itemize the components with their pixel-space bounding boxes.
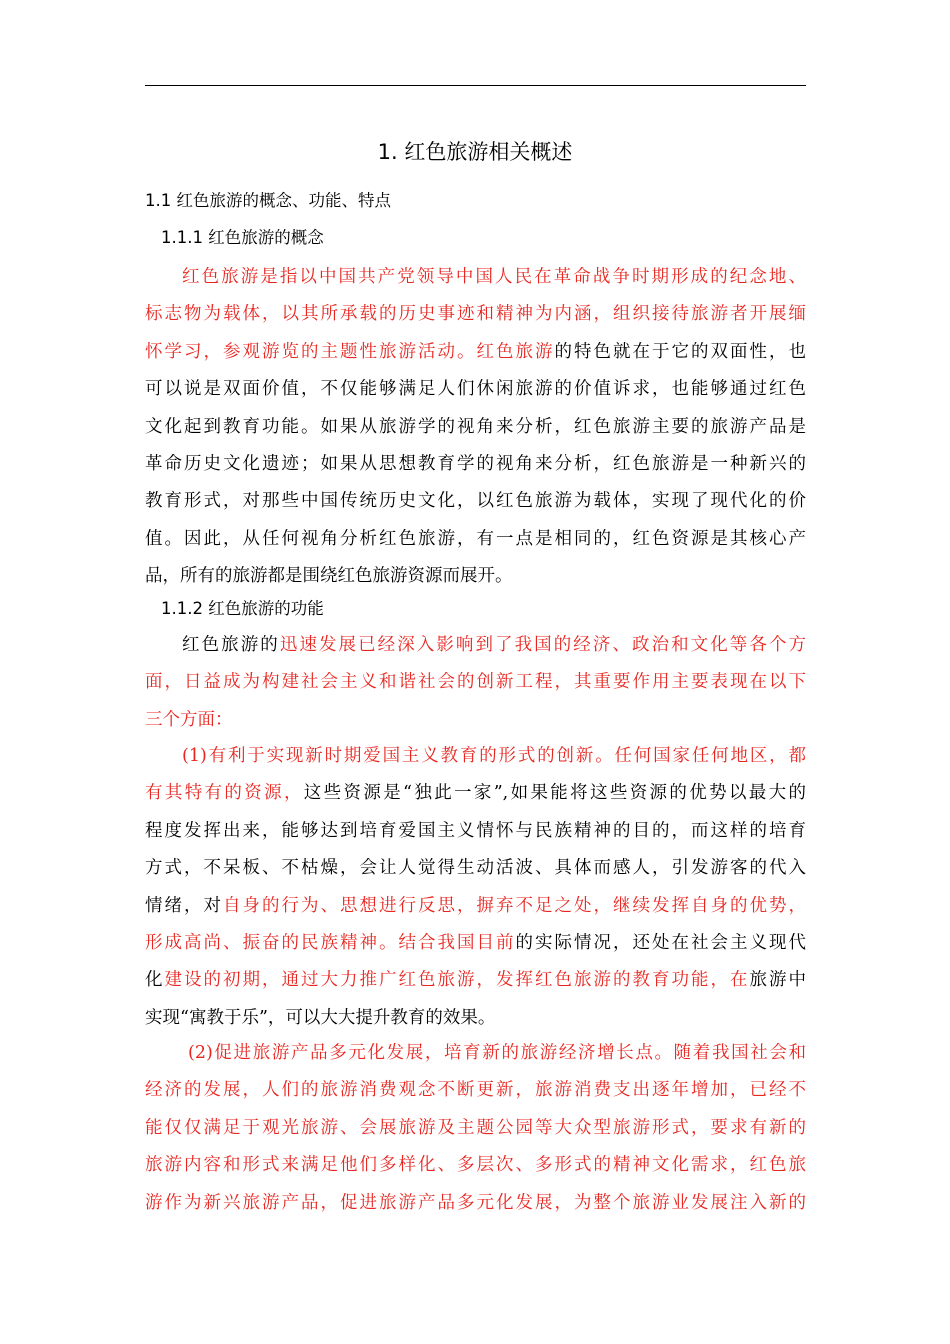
paragraph-function-1 [145, 738, 806, 1037]
section-heading-1-1: 1.1 红色旅游的概念、功能、特点 [145, 191, 391, 210]
paragraph-line: 可以说是双面价值，不仅能够满足人们休闲旅游的价值诉求，也能够通过红色 [145, 379, 806, 400]
paragraph-line: 红色旅游是指以中国共产党领导中国人民在革命战争时期形成的纪念地、 [182, 267, 806, 287]
paragraph-line: 情绪，对自身的行为、思想进行反思，摒弃不足之处，继续发挥自身的优势， [145, 895, 806, 916]
paragraph-line: 方式，不呆板、不枯燥，会让人觉得生动活波、具体而感人，引发游客的代入 [145, 858, 806, 879]
paragraph-function-2 [145, 1035, 806, 1222]
paragraph-line: 经济的发展，人们的旅游消费观念不断更新，旅游消费支出逐年增加，已经不 [145, 1080, 806, 1101]
paragraph-line: 品，所有的旅游都是围绕红色旅游资源而展开。 [145, 566, 513, 587]
paragraph-line: (2)促进旅游产品多元化发展，培育新的旅游经济增长点。随着我国社会和 [188, 1043, 806, 1063]
section-heading-1-1-2: 1.1.2 红色旅游的功能 [161, 599, 324, 618]
paragraph-line: 化建设的初期，通过大力推广红色旅游，发挥红色旅游的教育功能，在旅游中 [145, 970, 806, 991]
paragraph-line: 形成高尚、振奋的民族精神。结合我国目前的实际情况，还处在社会主义现代 [145, 932, 806, 953]
paragraph-line: 实现“寓教于乐”，可以大大提升教育的效果。 [145, 1007, 496, 1028]
header-rule [145, 85, 806, 86]
section-heading-1-1-1: 1.1.1 红色旅游的概念 [161, 228, 324, 247]
paragraph-line: 程度发挥出来，能够达到培育爱国主义情怀与民族精神的目的，而这样的培育 [145, 820, 806, 841]
paragraph-line: 怀学习，参观游览的主题性旅游活动。红色旅游的特色就在于它的双面性，也 [145, 341, 806, 362]
paragraph-line: 革命历史文化遗迹；如果从思想教育学的视角来分析，红色旅游是一种新兴的 [145, 453, 806, 474]
paragraph-line: 红色旅游的迅速发展已经深入影响到了我国的经济、政治和文化等各个方 [182, 635, 807, 655]
paragraph-line: 能仅仅满足于观光旅游、会展旅游及主题公园等大众型旅游形式，要求有新的 [145, 1117, 806, 1138]
paragraph-line: 面，日益成为构建社会主义和谐社会的创新工程，其重要作用主要表现在以下 [145, 672, 806, 693]
paragraph-line: 文化起到教育功能。如果从旅游学的视角来分析，红色旅游主要的旅游产品是 [145, 416, 806, 437]
paragraph-concept [145, 259, 806, 596]
paragraph-line: 旅游内容和形式来满足他们多样化、多层次、多形式的精神文化需求，红色旅 [145, 1155, 806, 1176]
paragraph-line: 值。因此，从任何视角分析红色旅游，有一点是相同的，红色资源是其核心产 [145, 528, 806, 549]
paragraph-line: 教育形式，对那些中国传统历史文化，以红色旅游为载体，实现了现代化的价 [145, 491, 806, 512]
paragraph-line: 有其特有的资源，这些资源是“独此一家”,如果能将这些资源的优势以最大的 [145, 783, 806, 804]
paragraph-function-intro [145, 627, 806, 739]
paragraph-line: 游作为新兴旅游产品，促进旅游产品多元化发展，为整个旅游业发展注入新的 [145, 1192, 806, 1213]
paragraph-line: (1)有利于实现新时期爱国主义教育的形式的创新。任何国家任何地区，都 [182, 746, 806, 766]
paragraph-line: 标志物为载体，以其所承载的历史事迹和精神为内涵，组织接待旅游者开展缅 [145, 304, 806, 325]
paragraph-line: 三个方面： [145, 709, 233, 730]
chapter-title: 1. 红色旅游相关概述 [377, 140, 573, 164]
